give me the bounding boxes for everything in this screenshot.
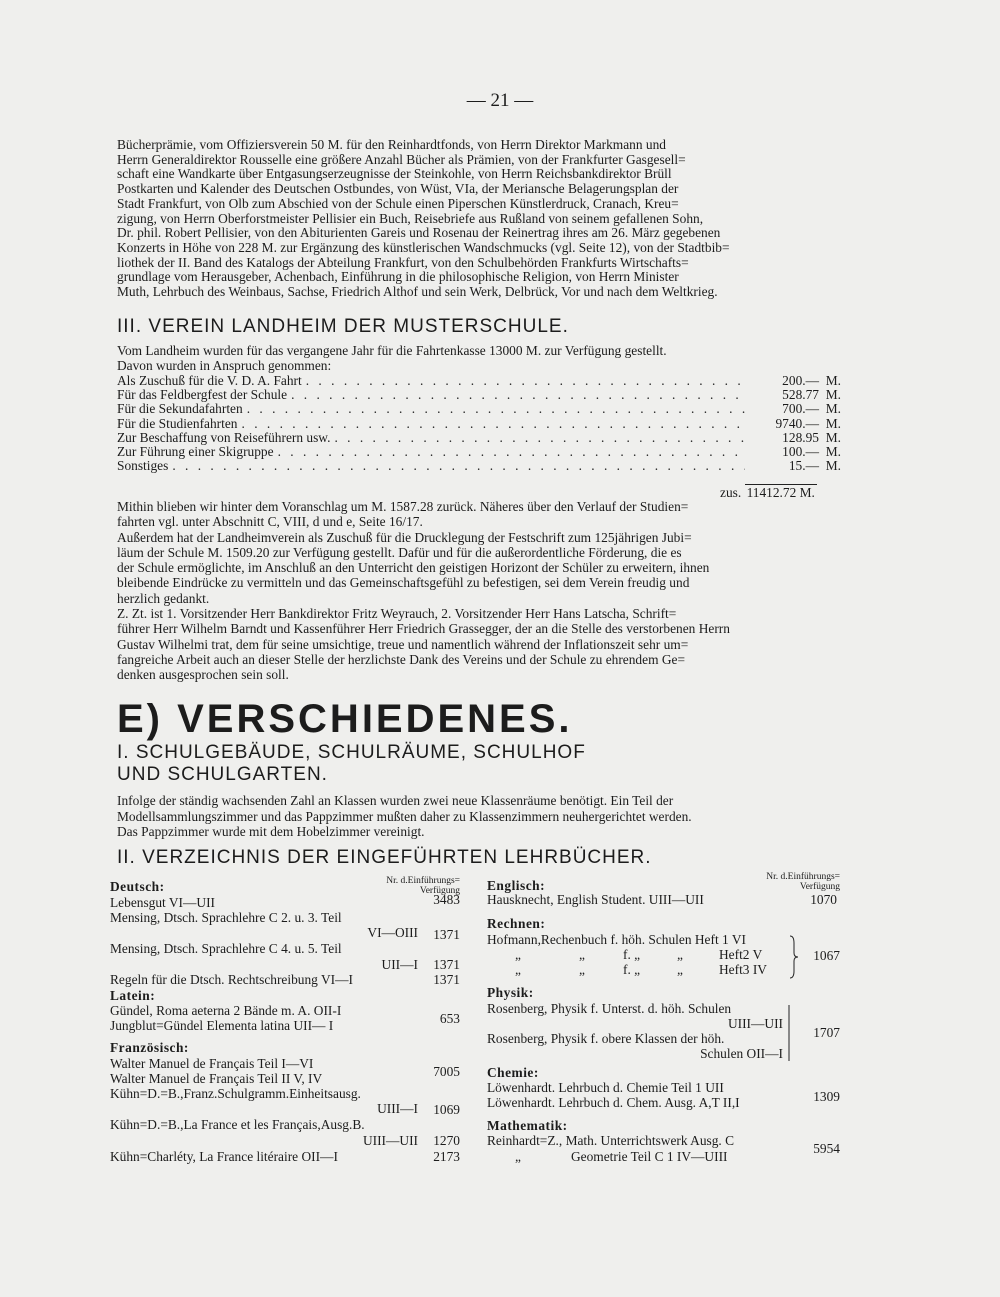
- textbooks-left-column: [110, 0, 470, 1297]
- decree-number: 1270: [433, 1133, 460, 1148]
- text-line: liothek der II. Band des Katalogs der Abteilung Frankfurt, von den Schulbehörden Frankfurts Wirtschafts=: [117, 254, 689, 270]
- decree-number: 1371: [433, 972, 460, 987]
- cost-amount: 128.95: [782, 429, 819, 445]
- ditto-mark: f. „: [623, 962, 641, 977]
- ditto-mark: „: [677, 962, 683, 977]
- cost-label: Zur Beschaffung von Reiseführern usw.: [117, 429, 331, 445]
- ditto-mark: „: [677, 947, 683, 962]
- book-title: Kühn=D.=B.,La France et les Français,Ausg.B.: [110, 1117, 365, 1132]
- text-line: Stadt Frankfurt, von Olb zum Abschied von der Schule einen Piperschen Künstlerdruck, Cranach, Kreu=: [117, 195, 679, 211]
- column-header-line: Verfügung: [419, 886, 460, 896]
- book-title: Regeln für die Dtsch. Rechtschreibung VI—I: [110, 972, 353, 987]
- cost-amount: 100.—: [782, 443, 819, 459]
- subject-franzoesisch: Französisch:: [110, 1040, 189, 1055]
- text-line: Vom Landheim wurden für das vergangene Jahr für die Fahrtenkasse 13000 M. zur Verfügung gestellt.: [117, 343, 667, 358]
- book-grades: UII—I: [381, 957, 418, 972]
- text-line: Das Pappzimmer wurde mit dem Hobelzimmer vereinigt.: [117, 824, 425, 839]
- book-title: Jungblut=Gündel Elementa latina UII— I: [110, 1018, 334, 1033]
- decree-number: 1069: [433, 1102, 460, 1117]
- cost-unit: M.: [825, 415, 841, 431]
- book-title: Kühn=D.=B.,Franz.Schulgramm.Einheitsausg.: [110, 1086, 361, 1101]
- ditto-mark: „: [515, 962, 521, 977]
- heading-line: I. SCHULGEBÄUDE, SCHULRÄUME, SCHULHOF: [117, 742, 586, 763]
- cost-unit: M.: [825, 429, 841, 445]
- book-grades: UIII—UII: [727, 1016, 783, 1031]
- cost-amount: 9740.—: [775, 415, 819, 431]
- cost-label: Sonstiges: [117, 458, 169, 474]
- page-number: — 21 —: [466, 90, 534, 111]
- cost-unit: M.: [825, 373, 841, 388]
- text-line: grundlage vom Herausgeber, Achenbach, Einführung in die philosophische Religion, von Herrn Minister: [117, 269, 679, 285]
- subject-rechnen: Rechnen:: [487, 916, 546, 931]
- text-line: denken ausgesprochen sein soll.: [117, 667, 289, 683]
- decree-number: 1067: [813, 948, 840, 963]
- section-heading-landheim: III. VEREIN LANDHEIM DER MUSTERSCHULE.: [117, 316, 569, 337]
- subject-deutsch: Deutsch:: [110, 879, 165, 894]
- decree-number: 7005: [433, 1064, 460, 1079]
- text-line: führer Herr Wilhelm Barndt und Kassenführer Herr Friedrich Grassegger, der an die Stelle des verstorbenen Herrn: [117, 621, 730, 637]
- book-title: Löwenhardt. Lehrbuch d. Chemie Teil 1 UII: [487, 1080, 724, 1095]
- cost-amount: 15.—: [788, 458, 819, 474]
- book-grades: VI—OIII: [367, 925, 418, 940]
- book-title: Lebensgut VI—UII: [110, 895, 215, 910]
- decree-number: 1371: [433, 957, 460, 972]
- text-line: zigung, von Herrn Oberforstmeister Pellisier ein Buch, Reisebriefe aus Rußland von seinem gefallenen Sohn,: [117, 210, 704, 226]
- decree-number: 1309: [813, 1089, 840, 1104]
- text-line: Herrn Generaldirektor Rousselle eine größere Anzahl Bücher als Prämien, von der Frankfurter Gasgesell=: [117, 151, 686, 167]
- total-value: 11412.72 M.: [746, 485, 815, 500]
- ditto-mark: f. „: [623, 947, 641, 962]
- cost-amount: 700.—: [782, 401, 819, 417]
- text-line: Bücherprämie, vom Offiziersverein 50 M. für den Reinhardtfonds, von Herrn Direktor Markmann und: [117, 137, 666, 152]
- text-line: fangreiche Arbeit auch an dieser Stelle der herzlichste Dank des Vereins und der Schule zu ehrendem Ge=: [117, 651, 686, 667]
- cost-unit: M.: [825, 443, 841, 459]
- text-line: Konzerts in Höhe von 228 M. zur Ergänzung des künstlerischen Wandschmucks (vgl. Seite 12), von der Stadtbib=: [117, 239, 730, 255]
- subject-mathematik: Mathematik:: [487, 1118, 568, 1133]
- decree-number: 2173: [433, 1149, 460, 1164]
- subject-physik: Physik:: [487, 985, 534, 1000]
- heading-line: UND SCHULGARTEN.: [117, 764, 328, 785]
- book-title: Löwenhardt. Lehrbuch d. Chem. Ausg. A,T II,I: [487, 1095, 740, 1110]
- column-header-line: Nr. d.Einführungs=: [766, 872, 840, 882]
- text-line: Dr. phil. Robert Pellisier, von den Abiturienten Gareis und Rosenau der Reinertrag ihres am 26. März gegebenen: [117, 225, 721, 241]
- book-title: Rosenberg, Physik f. Unterst. d. höh. Schulen: [487, 1001, 732, 1016]
- book-title: Hausknecht, English Student. UIII—UII: [487, 892, 704, 907]
- text-line: Außerdem hat der Landheimverein als Zuschuß für die Drucklegung der Festschrift zum 125jährigen Jubi=: [117, 529, 692, 545]
- column-header: [732, 872, 840, 892]
- cost-amount: 528.77: [782, 387, 819, 403]
- book-title: Walter Manuel de Français Teil II V, IV: [110, 1071, 323, 1086]
- cost-label: Für die Sekundafahrten: [117, 401, 243, 417]
- book-grades: UIII—UII: [362, 1133, 418, 1148]
- cost-label: Zur Führung einer Skigruppe: [117, 443, 274, 459]
- column-header-line: Verfügung: [799, 882, 840, 892]
- text-line: Davon wurden in Anspruch genommen:: [117, 357, 332, 373]
- book-heft: Heft2 V: [719, 947, 763, 962]
- book-title: Mensing, Dtsch. Sprachlehre C 2. u. 3. Teil: [110, 910, 342, 925]
- decree-number: 653: [439, 1011, 460, 1026]
- cost-label: Als Zuschuß für die V. D. A. Fahrt: [117, 373, 302, 388]
- book-grades: UIII—I: [377, 1101, 418, 1116]
- cost-unit: M.: [825, 458, 841, 474]
- column-header-line: Nr. d.Einführungs=: [386, 876, 460, 886]
- text-line: Infolge der ständig wachsenden Zahl an Klassen wurden zwei neue Klassenräume benötigt. Ein Teil der: [117, 793, 674, 808]
- ditto-mark: „: [515, 947, 521, 962]
- book-title: Mensing, Dtsch. Sprachlehre C 4. u. 5. Teil: [110, 941, 342, 956]
- text-line: der Schule ermöglichte, im Anschluß an den Unterricht den geistigen Horizont der Schüler zu erweitern, ihnen: [117, 560, 710, 576]
- book-title-ditto: [487, 948, 787, 963]
- subject-chemie: Chemie:: [487, 1065, 539, 1080]
- book-heft: Heft3 IV: [719, 962, 767, 977]
- decree-number: 5954: [813, 1141, 840, 1156]
- book-title: Reinhardt=Z., Math. Unterrichtswerk Ausg. C: [487, 1133, 735, 1148]
- text-line: Modellsammlungszimmer und das Pappzimmer mußten daher zu Klassenzimmern neuhergerichtet werden.: [117, 808, 692, 824]
- total-label: zus.: [720, 485, 742, 500]
- decree-number: 3483: [433, 892, 460, 907]
- book-title: Hofmann,Rechenbuch f. höh. Schulen Heft 1 VI: [487, 932, 746, 947]
- text-line: fahrten vgl. unter Abschnitt C, VIII, d und e, Seite 16/17.: [117, 514, 423, 530]
- book-title: Walter Manuel de Français Teil I—VI: [110, 1056, 314, 1071]
- cost-amount: 200.—: [782, 373, 819, 388]
- cost-label: Für das Feldbergfest der Schule: [117, 387, 288, 403]
- subject-latein: Latein:: [110, 988, 156, 1003]
- text-line: Gustav Wilhelmi trat, dem für seine umsichtige, treue und namentlich während der Inflationszeit sehr um=: [117, 636, 689, 652]
- ditto-mark: „: [579, 947, 585, 962]
- book-title: Geometrie Teil C 1 IV—UIII: [571, 1149, 728, 1164]
- decree-number: 1070: [810, 892, 837, 907]
- textbooks-right-column: [487, 0, 847, 1297]
- decree-number: 1707: [813, 1025, 840, 1040]
- book-title: Kühn=Charléty, La France litéraire OII—I: [110, 1149, 338, 1164]
- book-title-ditto: [487, 1150, 787, 1165]
- book-title: Rosenberg, Physik f. obere Klassen der höh.: [487, 1031, 725, 1046]
- cost-unit: M.: [825, 401, 841, 417]
- text-line: Z. Zt. ist 1. Vorsitzender Herr Bankdirektor Fritz Weyrauch, 2. Vorsitzender Herr Hans Latscha, Schrift=: [117, 606, 677, 622]
- subject-englisch: Englisch:: [487, 878, 546, 893]
- text-line: schaft eine Wandkarte über Entgasungserzeugnisse der Steinkohle, von Herrn Reichsbankdirektor Brüll: [117, 166, 672, 182]
- text-line: Muth, Lehrbuch des Weinbaus, Sachse, Friedrich Althof und sein Werk, Delbrück, Vor und nach dem Weltkrieg.: [117, 284, 718, 300]
- text-line: bleibende Eindrücke zu vermitteln und das Gemeinschaftsgefühl zu befestigen, sei dem Verein freudig und: [117, 575, 690, 591]
- book-grades: Schulen OII—I: [700, 1046, 783, 1061]
- text-line: herzlich gedankt.: [117, 590, 210, 606]
- book-title: Gündel, Roma aeterna 2 Bände m. A. OII-I: [110, 1003, 342, 1018]
- decree-number: 1371: [433, 927, 460, 942]
- text-line: läum der Schule M. 1509.20 zur Verfügung gestellt. Dafür und für die außerordentliche Förderung, die es: [117, 544, 682, 560]
- text-line: Mithin blieben wir hinter dem Voranschlag um M. 1587.28 zurück. Näheres über den Verlauf der Studien=: [117, 499, 689, 514]
- ditto-mark: „: [579, 962, 585, 977]
- cost-unit: M.: [825, 387, 841, 403]
- book-title-ditto: [487, 963, 787, 978]
- text-line: Postkarten und Kalender des Deutschen Ostbundes, von Wüst, VIa, der Meriansche Belagerungsplan der: [117, 181, 679, 197]
- chapter-heading-verschiedenes: E) VERSCHIEDENES.: [117, 697, 573, 741]
- ditto-mark: „: [515, 1149, 521, 1164]
- section-heading-lehrbuecher: II. VERZEICHNIS DER EINGEFÜHRTEN LEHRBÜCHER.: [117, 847, 652, 868]
- cost-label: Für die Studienfahrten: [117, 415, 238, 431]
